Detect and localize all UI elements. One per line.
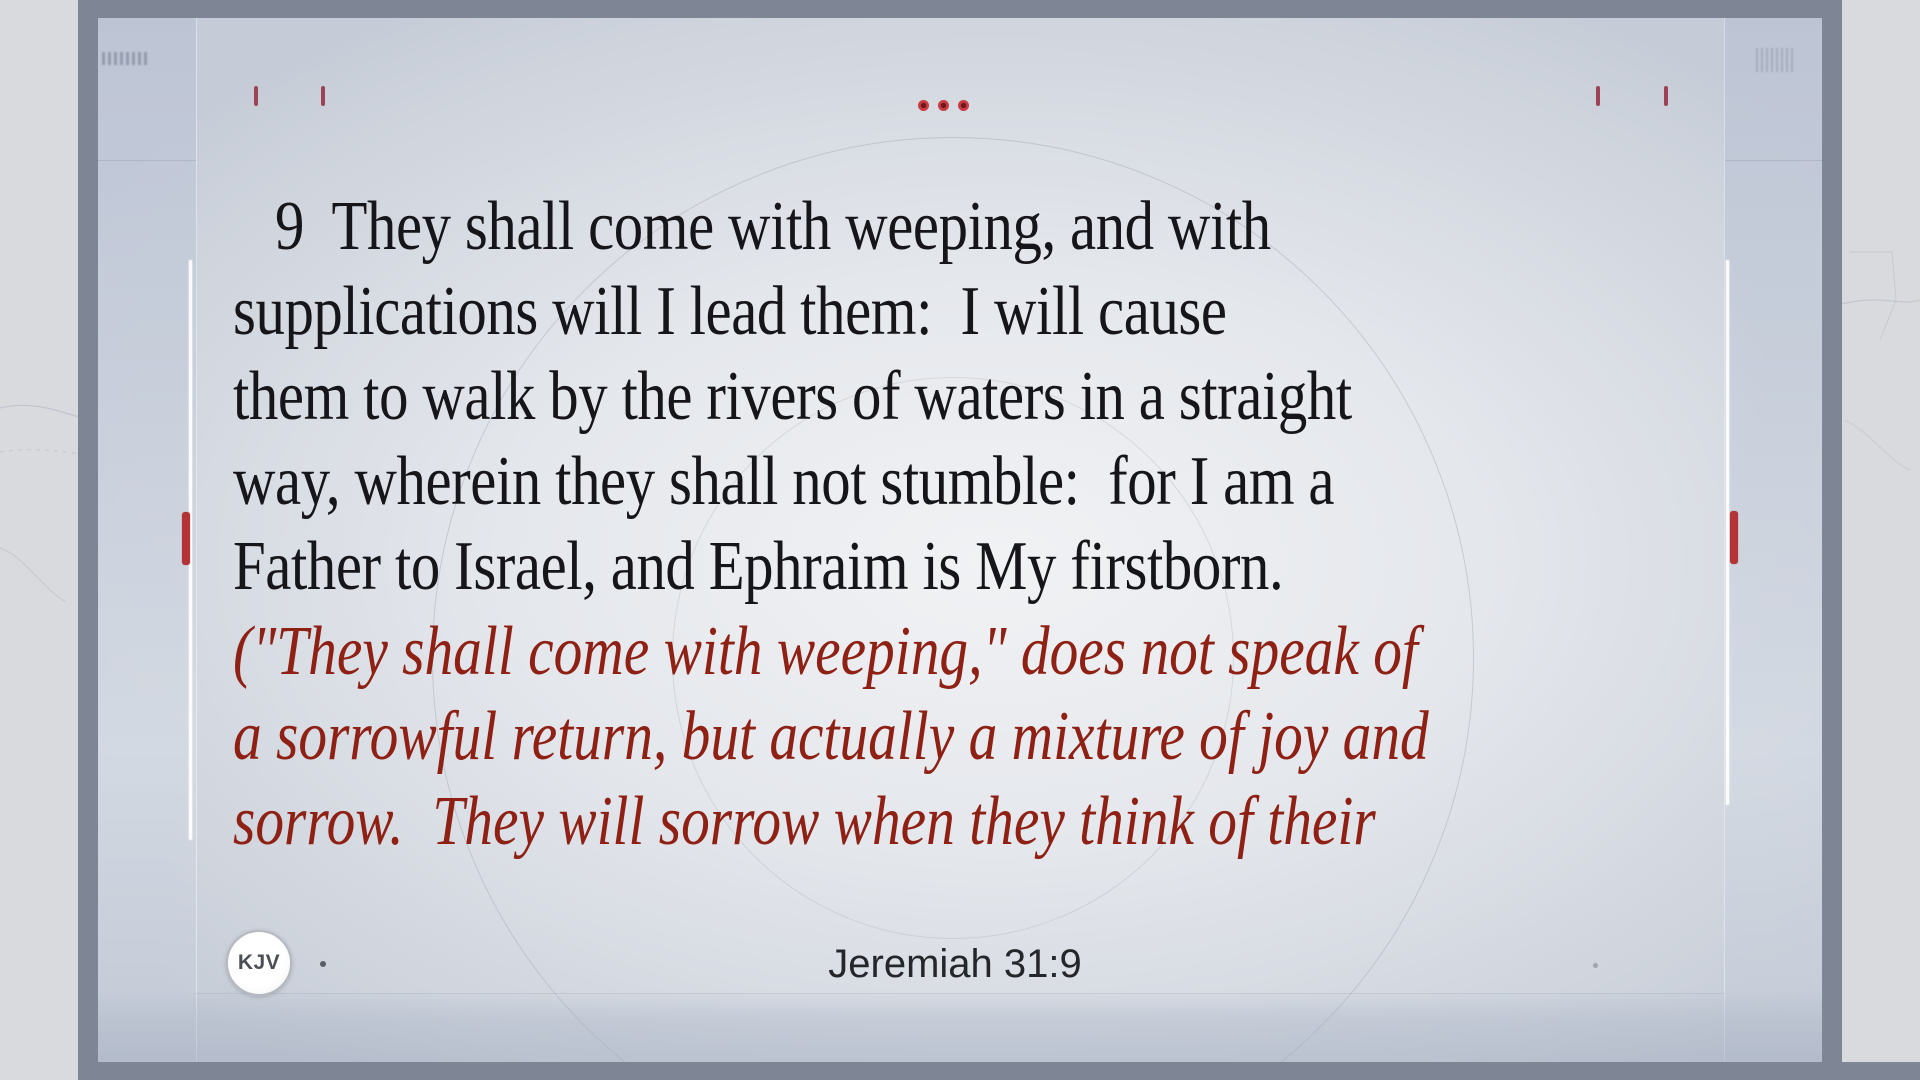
- right-column-panel: [1724, 18, 1822, 1062]
- frame-left-rail: [78, 0, 98, 1080]
- left-bullet-dot: [320, 961, 326, 967]
- commentary-line: a sorrowful return, but actually a mixture of joy and: [233, 698, 1429, 775]
- translation-badge: [226, 930, 292, 996]
- red-dot: [918, 100, 929, 111]
- frame-bottom-bar: [78, 1062, 1920, 1080]
- translation-badge-label: KJV: [237, 951, 281, 974]
- column-divider-line: [98, 160, 196, 161]
- commentary-line: ("They shall come with weeping," does not speak of: [233, 613, 1418, 690]
- top-right-tick-2: [1664, 86, 1668, 106]
- slide-area[interactable]: [98, 18, 1822, 1062]
- verse-line: supplications will I lead them: I will cause: [233, 273, 1227, 350]
- verse-line: 9 They shall come with weeping, and with: [275, 188, 1271, 265]
- verse-line: Father to Israel, and Ephraim is My firstborn.: [233, 528, 1284, 605]
- column-divider-line: [1725, 160, 1822, 161]
- frame-right-rail: [1822, 0, 1842, 1080]
- red-dot: [938, 100, 949, 111]
- red-dot: [958, 100, 969, 111]
- reflection-edge-line: [195, 993, 1725, 994]
- bottom-shade-band: [98, 990, 1822, 1062]
- frame-top-bar: [78, 0, 1842, 18]
- top-left-tick-1: [254, 86, 258, 106]
- verse-reference: Jeremiah 31:9: [828, 942, 1082, 986]
- commentary-line: sorrow. They will sorrow when they think of their: [233, 783, 1376, 860]
- top-left-tick-2: [321, 86, 325, 106]
- verse-line: way, wherein they shall not stumble: for I am a: [233, 443, 1335, 520]
- watermark-smudge-left: [102, 52, 150, 65]
- right-bullet-dot: [1593, 963, 1598, 968]
- left-red-marker: [182, 512, 190, 565]
- verse-line: them to walk by the rivers of waters in a straight: [233, 358, 1352, 435]
- watermark-smudge-right: [1756, 48, 1794, 72]
- top-right-tick-1: [1596, 86, 1600, 106]
- verse-text-block: [233, 184, 1733, 864]
